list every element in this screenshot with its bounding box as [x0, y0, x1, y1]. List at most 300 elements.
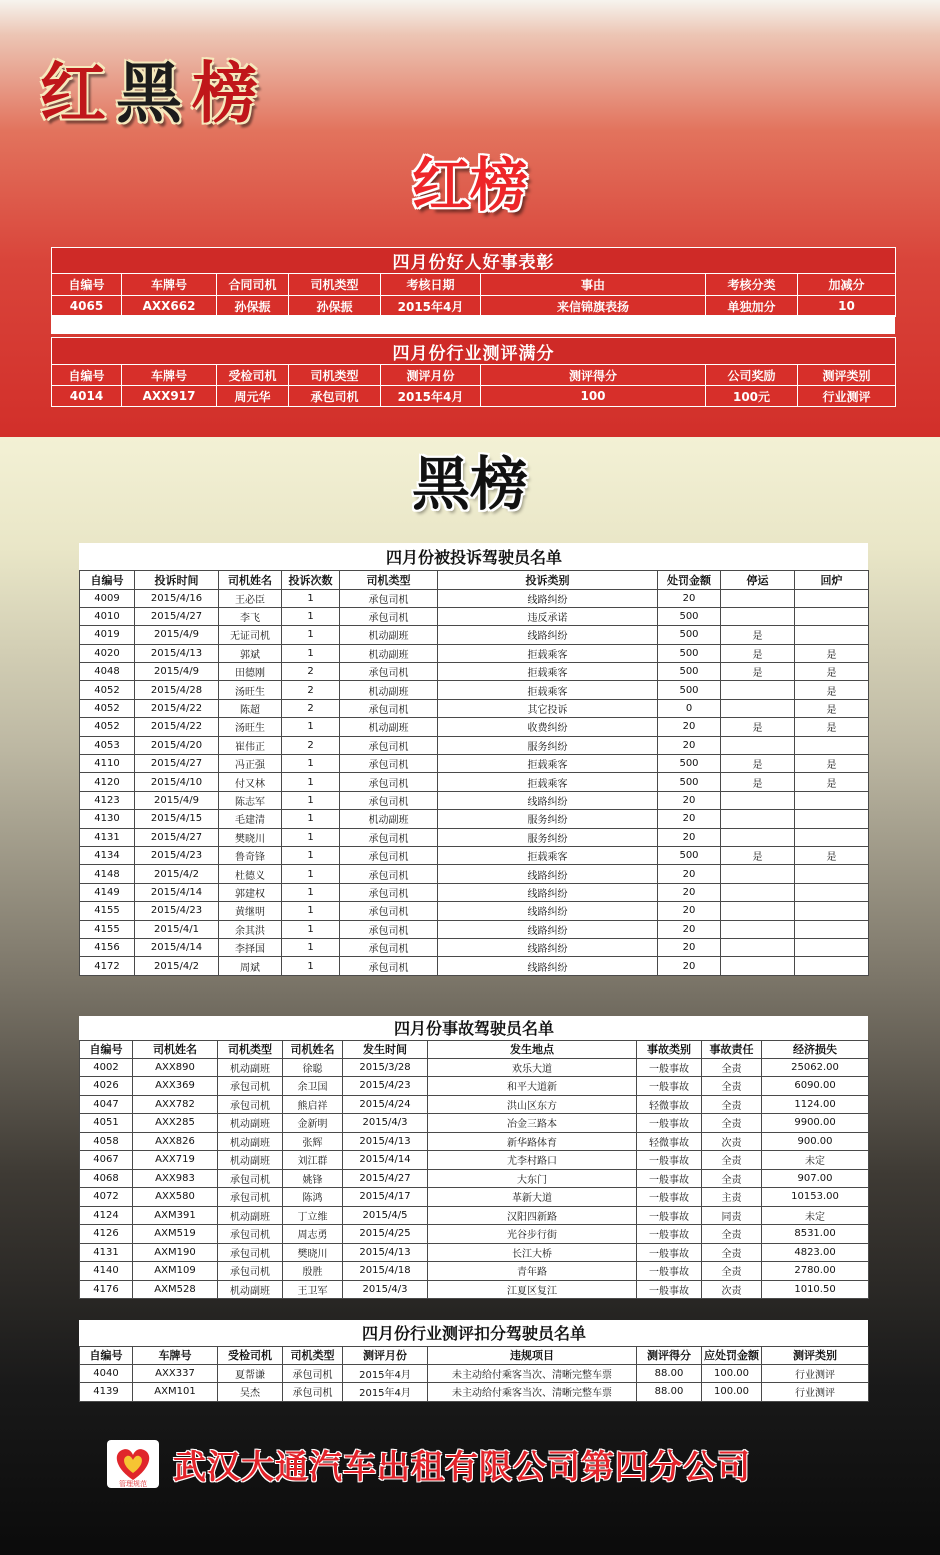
table-cell: 承包司机: [340, 828, 438, 846]
table-caption: 四月份事故驾驶员名单: [80, 1016, 869, 1040]
table-cell: 是: [721, 626, 795, 644]
table-cell: 4026: [80, 1077, 133, 1096]
logo-text: 管理规范: [119, 1480, 147, 1488]
table-cell: AXM391: [133, 1206, 218, 1225]
table-cell: [795, 607, 869, 625]
table-cell: 一般事故: [637, 1169, 702, 1188]
table-cell: 88.00: [637, 1364, 702, 1383]
column-header: 投诉时间: [135, 570, 219, 589]
column-header: 测评得分: [637, 1346, 702, 1364]
table-caption: 四月份被投诉驾驶员名单: [80, 543, 869, 570]
table-cell: [721, 920, 795, 938]
table-caption: 四月份好人好事表彰: [52, 248, 896, 274]
table-row: [80, 1364, 869, 1383]
table-cell: 2015/4/20: [135, 736, 219, 754]
table-cell: 周志勇: [283, 1225, 343, 1244]
table-cell: [721, 938, 795, 956]
table-cell: 500: [658, 755, 721, 773]
table-cell: 8531.00: [762, 1225, 869, 1244]
table-cell: 2015/4/24: [343, 1095, 428, 1114]
table-row: [80, 1262, 869, 1281]
table-cell: [795, 957, 869, 975]
table-cell: 500: [658, 644, 721, 662]
table-cell: 2780.00: [762, 1262, 869, 1281]
table-cell: 2015/4/14: [135, 938, 219, 956]
table-cell: 其它投诉: [438, 699, 658, 717]
table-cell: 4052: [80, 718, 135, 736]
table-cell: 1: [282, 626, 340, 644]
table-cell: 杜德义: [219, 865, 282, 883]
table-cell: 主责: [702, 1188, 762, 1207]
column-header: 司机姓名: [133, 1040, 218, 1058]
table-cell: 20: [658, 718, 721, 736]
table-cell: 是: [795, 773, 869, 791]
table-cell: 4126: [80, 1225, 133, 1244]
table-cell: 拒载乘客: [438, 846, 658, 864]
table-cell: 冯正强: [219, 755, 282, 773]
column-header: 事由: [481, 274, 706, 296]
table-cell: 承包司机: [340, 773, 438, 791]
table-cell: 同责: [702, 1206, 762, 1225]
table-cell: 2015/4/9: [135, 791, 219, 809]
table-cell: 孙保振: [289, 296, 381, 317]
table-cell: 未主动给付乘客当次、清晰完整车票: [428, 1364, 637, 1383]
table-cell: 是: [795, 846, 869, 864]
main-title: [40, 52, 268, 134]
table-cell: 拒载乘客: [438, 644, 658, 662]
table-cell: 王卫军: [283, 1280, 343, 1299]
full-score-table: [51, 337, 895, 407]
table-cell: 承包司机: [340, 607, 438, 625]
table-row: [80, 883, 869, 901]
table-cell: 2015年4月: [343, 1383, 428, 1402]
table-cell: 1: [282, 589, 340, 607]
column-header: 自编号: [80, 570, 135, 589]
table-cell: AXM190: [133, 1243, 218, 1262]
table-cell: 一般事故: [637, 1114, 702, 1133]
table-cell: 2015/4/13: [135, 644, 219, 662]
table-row: [80, 810, 869, 828]
table-cell: 洪山区东方: [428, 1095, 637, 1114]
table-cell: 全责: [702, 1077, 762, 1096]
table-cell: [795, 589, 869, 607]
table-cell: 鲁奇锋: [219, 846, 282, 864]
table-cell: 是: [721, 755, 795, 773]
main-title-char-3: 榜: [192, 54, 268, 132]
table-cell: 一般事故: [637, 1262, 702, 1281]
table-cell: 线路纠纷: [438, 791, 658, 809]
table-cell: AXM528: [133, 1280, 218, 1299]
table-cell: 4130: [80, 810, 135, 828]
table-cell: 4072: [80, 1188, 133, 1207]
table-cell: 姚锋: [283, 1169, 343, 1188]
table-row: [80, 755, 869, 773]
table-cell: 2015/4/2: [135, 865, 219, 883]
table-cell: 夏帮谦: [218, 1364, 283, 1383]
table-cell: [795, 938, 869, 956]
table-cell: 承包司机: [218, 1169, 283, 1188]
table-cell: 4172: [80, 957, 135, 975]
table-cell: 一般事故: [637, 1077, 702, 1096]
table-cell: 全责: [702, 1243, 762, 1262]
table-cell: 周斌: [219, 957, 282, 975]
table-cell: 1: [282, 773, 340, 791]
table-cell: 2015/4/22: [135, 718, 219, 736]
table-cell: 2015/4/27: [135, 607, 219, 625]
main-title-char-1: 红: [40, 54, 116, 132]
table-cell: 2015年4月: [381, 386, 481, 407]
table-row: [80, 1206, 869, 1225]
table-row: [80, 663, 869, 681]
table-cell: 承包司机: [340, 865, 438, 883]
table-cell: 1: [282, 902, 340, 920]
column-header: 自编号: [52, 274, 122, 296]
table-cell: 10: [798, 296, 896, 317]
table-cell: 线路纠纷: [438, 865, 658, 883]
table-cell: 4053: [80, 736, 135, 754]
column-header: 司机姓名: [219, 570, 282, 589]
table-cell: 未定: [762, 1206, 869, 1225]
table-cell: 20: [658, 938, 721, 956]
footer: [107, 1440, 867, 1496]
table-cell: 2015/4/9: [135, 626, 219, 644]
table-cell: 2015/4/25: [343, 1225, 428, 1244]
table-cell: 殷胜: [283, 1262, 343, 1281]
column-header: 事故责任: [702, 1040, 762, 1058]
column-header: 发生时间: [343, 1040, 428, 1058]
table-cell: 机动副班: [218, 1132, 283, 1151]
table-cell: 4020: [80, 644, 135, 662]
table-cell: 一般事故: [637, 1151, 702, 1170]
column-header: 考核日期: [381, 274, 481, 296]
table-cell: 一般事故: [637, 1188, 702, 1207]
column-header: 受检司机: [218, 1346, 283, 1364]
table-cell: 机动副班: [340, 626, 438, 644]
table-cell: 承包司机: [340, 699, 438, 717]
table-cell: 全责: [702, 1262, 762, 1281]
table-cell: 江夏区复江: [428, 1280, 637, 1299]
table-cell: 20: [658, 828, 721, 846]
table-cell: 郭斌: [219, 644, 282, 662]
table-cell: 承包司机: [340, 589, 438, 607]
table-cell: 2015/4/27: [135, 755, 219, 773]
table-cell: [721, 883, 795, 901]
table-row: [80, 1383, 869, 1402]
table-cell: 吴杰: [218, 1383, 283, 1402]
table-row: [80, 791, 869, 809]
table-cell: 1: [282, 938, 340, 956]
table-cell: 20: [658, 902, 721, 920]
table-row: [80, 699, 869, 717]
table-cell: 1010.50: [762, 1280, 869, 1299]
table-cell: 承包司机: [340, 957, 438, 975]
table-cell: 陈超: [219, 699, 282, 717]
table-cell: 1: [282, 920, 340, 938]
table-cell: 陈志军: [219, 791, 282, 809]
column-header: 加减分: [798, 274, 896, 296]
table-cell: 2015/4/1: [135, 920, 219, 938]
table-cell: 2: [282, 736, 340, 754]
table-row: [80, 1132, 869, 1151]
column-header: 测评月份: [381, 365, 481, 386]
table-cell: 未定: [762, 1151, 869, 1170]
table-row: [80, 1243, 869, 1262]
table-cell: 机动副班: [340, 718, 438, 736]
table-cell: 2015/4/5: [343, 1206, 428, 1225]
table-cell: 2015/4/23: [343, 1077, 428, 1096]
table-cell: 0: [658, 699, 721, 717]
table-cell: 线路纠纷: [438, 920, 658, 938]
table-row: [80, 865, 869, 883]
table-cell: AXX285: [133, 1114, 218, 1133]
company-name: 武汉大通汽车出租有限公司第四分公司: [173, 1447, 751, 1486]
table-cell: 2015/4/27: [135, 828, 219, 846]
table-cell: AXM109: [133, 1262, 218, 1281]
table-row: [52, 296, 896, 317]
table-cell: 次责: [702, 1132, 762, 1151]
table-cell: 汤旺生: [219, 718, 282, 736]
table-cell: 未主动给付乘客当次、清晰完整车票: [428, 1383, 637, 1402]
table-cell: [795, 736, 869, 754]
table-cell: 余其洪: [219, 920, 282, 938]
table-cell: AXX580: [133, 1188, 218, 1207]
table-cell: 1: [282, 846, 340, 864]
table-cell: 900.00: [762, 1132, 869, 1151]
table-cell: 4052: [80, 681, 135, 699]
table-cell: 线路纠纷: [438, 957, 658, 975]
table-cell: 4139: [80, 1383, 133, 1402]
column-header: 自编号: [80, 1040, 133, 1058]
table-cell: 徐聪: [283, 1058, 343, 1077]
heart-logo-icon: [107, 1440, 159, 1488]
table-cell: 孙保振: [217, 296, 289, 317]
table-cell: 9900.00: [762, 1114, 869, 1133]
table-cell: 是: [721, 773, 795, 791]
table-cell: 全责: [702, 1169, 762, 1188]
table-cell: 承包司机: [218, 1077, 283, 1096]
table-cell: [795, 920, 869, 938]
table-cell: 承包司机: [340, 736, 438, 754]
table-cell: 2015/4/22: [135, 699, 219, 717]
table-cell: 20: [658, 810, 721, 828]
table-cell: 2015/4/14: [343, 1151, 428, 1170]
table-cell: 25062.00: [762, 1058, 869, 1077]
table-cell: 20: [658, 736, 721, 754]
table-row: [80, 607, 869, 625]
red-list-title: 红榜: [411, 151, 528, 219]
table-row: [80, 589, 869, 607]
table-cell: 服务纠纷: [438, 736, 658, 754]
table-cell: 承包司机: [283, 1383, 343, 1402]
table-cell: 4123: [80, 791, 135, 809]
table-cell: 崔伟正: [219, 736, 282, 754]
table-cell: [721, 681, 795, 699]
table-cell: 汉阳四新路: [428, 1206, 637, 1225]
table-cell: 4140: [80, 1262, 133, 1281]
table-cell: 机动副班: [218, 1151, 283, 1170]
table-cell: 熊启祥: [283, 1095, 343, 1114]
table-cell: 拒载乘客: [438, 663, 658, 681]
table-cell: 20: [658, 920, 721, 938]
table-row: [80, 1058, 869, 1077]
good-deeds-table: [51, 247, 895, 317]
complaints-table: [79, 543, 868, 976]
table-row: [80, 718, 869, 736]
table-cell: 郭建权: [219, 883, 282, 901]
accidents-table: [79, 1016, 868, 1299]
table-cell: [721, 957, 795, 975]
table-cell: AXX890: [133, 1058, 218, 1077]
black-list-title: 黑榜: [411, 450, 528, 518]
table-row: [80, 644, 869, 662]
table-row: [80, 957, 869, 975]
table-cell: 单独加分: [706, 296, 798, 317]
table-cell: 4065: [52, 296, 122, 317]
table-cell: 2015/3/28: [343, 1058, 428, 1077]
table-cell: 全责: [702, 1095, 762, 1114]
table-cell: 是: [795, 699, 869, 717]
table-cell: 服务纠纷: [438, 828, 658, 846]
table-row: [80, 828, 869, 846]
table-cell: 线路纠纷: [438, 589, 658, 607]
column-header: 司机姓名: [283, 1040, 343, 1058]
table-row: [80, 1114, 869, 1133]
table-cell: 田德刚: [219, 663, 282, 681]
table-cell: 100元: [706, 386, 798, 407]
table-cell: [795, 810, 869, 828]
column-header: 测评得分: [481, 365, 706, 386]
column-header: 司机类型: [340, 570, 438, 589]
table-cell: AXX337: [133, 1364, 218, 1383]
table-cell: 陈鸿: [283, 1188, 343, 1207]
table-cell: [795, 902, 869, 920]
table-row: [80, 1225, 869, 1244]
table-cell: 是: [795, 663, 869, 681]
table-cell: AXX662: [122, 296, 217, 317]
table-cell: 1: [282, 791, 340, 809]
table-cell: 4134: [80, 846, 135, 864]
table-cell: 王必臣: [219, 589, 282, 607]
column-header: 违规项目: [428, 1346, 637, 1364]
table-cell: 2: [282, 681, 340, 699]
table-cell: 革新大道: [428, 1188, 637, 1207]
table-cell: 4051: [80, 1114, 133, 1133]
table-cell: 2015/4/2: [135, 957, 219, 975]
table-cell: 1: [282, 644, 340, 662]
table-cell: 黄继明: [219, 902, 282, 920]
column-header: 车牌号: [122, 365, 217, 386]
table-row: [80, 1095, 869, 1114]
table-cell: 全责: [702, 1114, 762, 1133]
table-row: [80, 920, 869, 938]
column-header: 回炉: [795, 570, 869, 589]
table-cell: 1: [282, 755, 340, 773]
table-cell: [721, 699, 795, 717]
table-cell: 承包司机: [218, 1225, 283, 1244]
table-cell: 来信锦旗表扬: [481, 296, 706, 317]
table-cell: 1124.00: [762, 1095, 869, 1114]
table-cell: 500: [658, 663, 721, 681]
table-cell: 承包司机: [340, 883, 438, 901]
table-cell: 4048: [80, 663, 135, 681]
column-header: 考核分类: [706, 274, 798, 296]
table-cell: [795, 626, 869, 644]
table-row: [80, 1077, 869, 1096]
table-cell: 机动副班: [340, 810, 438, 828]
table-cell: AXM519: [133, 1225, 218, 1244]
table-cell: 一般事故: [637, 1058, 702, 1077]
table-cell: 4014: [52, 386, 122, 407]
table-row: [80, 846, 869, 864]
table-cell: 2015/4/28: [135, 681, 219, 699]
table-cell: 2015年4月: [381, 296, 481, 317]
table-row: [80, 1151, 869, 1170]
table-cell: 青年路: [428, 1262, 637, 1281]
table-cell: 1: [282, 810, 340, 828]
table-cell: 1: [282, 957, 340, 975]
table-cell: 承包司机: [218, 1095, 283, 1114]
column-header: 车牌号: [122, 274, 217, 296]
table-row: [80, 681, 869, 699]
table-cell: 行业测评: [762, 1383, 869, 1402]
table-cell: 10153.00: [762, 1188, 869, 1207]
table-cell: 4058: [80, 1132, 133, 1151]
column-header: 测评类别: [798, 365, 896, 386]
table-cell: 4823.00: [762, 1243, 869, 1262]
table-cell: [795, 828, 869, 846]
table-cell: 长江大桥: [428, 1243, 637, 1262]
table-cell: [795, 865, 869, 883]
column-header: 事故类别: [637, 1040, 702, 1058]
table-cell: [721, 902, 795, 920]
table-row: [80, 938, 869, 956]
table-cell: 机动副班: [218, 1114, 283, 1133]
table-cell: 20: [658, 791, 721, 809]
table-cell: 金新明: [283, 1114, 343, 1133]
table-cell: [721, 791, 795, 809]
table-cell: 4019: [80, 626, 135, 644]
table-row: [80, 1280, 869, 1299]
table-cell: 欢乐大道: [428, 1058, 637, 1077]
table-cell: 2015/4/14: [135, 883, 219, 901]
column-header: 合同司机: [217, 274, 289, 296]
table-cell: 4002: [80, 1058, 133, 1077]
table-row: [52, 386, 896, 407]
column-header: 公司奖励: [706, 365, 798, 386]
table-cell: 一般事故: [637, 1225, 702, 1244]
table-cell: 承包司机: [340, 938, 438, 956]
table-cell: AXX782: [133, 1095, 218, 1114]
table-cell: 4155: [80, 920, 135, 938]
table-cell: 余卫国: [283, 1077, 343, 1096]
table-cell: 全责: [702, 1151, 762, 1170]
table-cell: 毛建清: [219, 810, 282, 828]
table-cell: 4124: [80, 1206, 133, 1225]
table-row: [80, 1169, 869, 1188]
table-cell: 承包司机: [340, 791, 438, 809]
table-cell: 机动副班: [340, 644, 438, 662]
column-header: 测评月份: [343, 1346, 428, 1364]
table-cell: 4155: [80, 902, 135, 920]
table-cell: 违反承诺: [438, 607, 658, 625]
table-cell: 907.00: [762, 1169, 869, 1188]
column-header: 应处罚金额: [702, 1346, 762, 1364]
table-row: [80, 626, 869, 644]
table-cell: 500: [658, 681, 721, 699]
table-row: [80, 736, 869, 754]
table-cell: 500: [658, 846, 721, 864]
deductions-table: [79, 1320, 868, 1402]
